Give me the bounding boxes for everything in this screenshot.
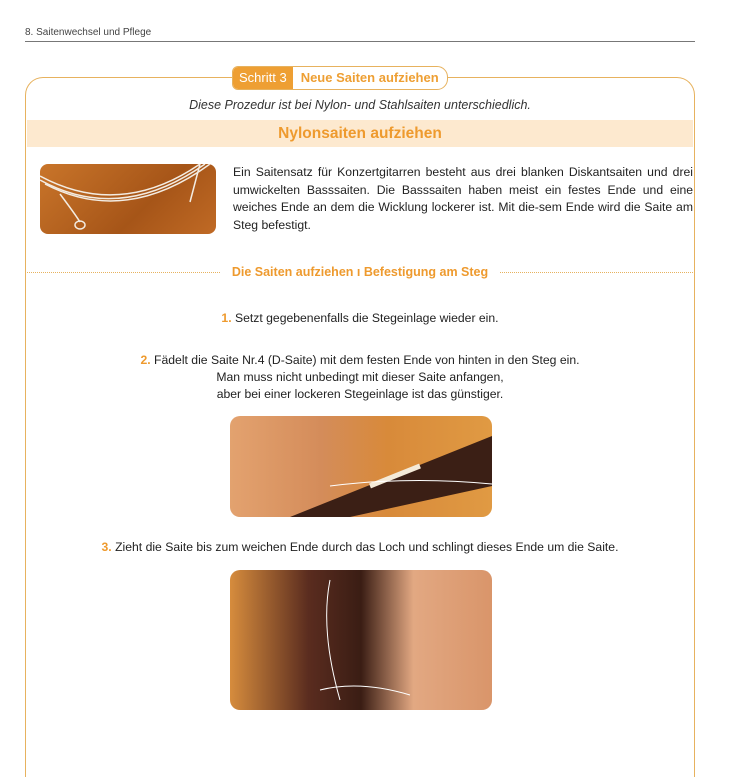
step-title: Neue Saiten aufziehen bbox=[300, 70, 439, 85]
intro-paragraph: Ein Saitensatz für Konzertgitarren besteht aus drei blanken Diskantsaiten und drei umwickelten Basssaiten. Die Basssaiten haben meist ein festes Ende und eine weiches Ende an dem die Wicklung lockerer ist. Mit die-sem Ende wird die Saite am Steg befestigt. bbox=[233, 165, 693, 232]
step-3-text: Zieht die Saite bis zum weichen Ende durch das Loch und schlingt dieses Ende um die Saite. bbox=[115, 540, 619, 554]
step-2-number: 2. bbox=[140, 353, 151, 367]
bridge-threading-photo bbox=[230, 416, 492, 517]
string-loop-photo bbox=[230, 570, 492, 710]
subtitle: Diese Prozedur ist bei Nylon- und Stahlsaiten unterschiedlich. bbox=[189, 98, 531, 112]
step-2-line3: aber bei einer lockeren Stegeinlage ist das günstiger. bbox=[216, 387, 504, 401]
step-number: Schritt 3 bbox=[233, 67, 293, 89]
step-2-text: Fädelt die Saite Nr.4 (D-Saite) mit dem festen Ende von hinten in den Steg ein. bbox=[154, 353, 580, 367]
divider-title: Die Saiten aufziehen ı Befestigung am Steg bbox=[231, 265, 489, 279]
step-1-text: Setzt gegebenenfalls die Stegeinlage wieder ein. bbox=[234, 311, 499, 325]
step-3-number: 3. bbox=[101, 540, 112, 554]
step-1-number: 1. bbox=[221, 311, 232, 325]
nylon-strings-photo bbox=[40, 164, 216, 234]
header-rule bbox=[25, 41, 695, 42]
step-2-line2: Man muss nicht unbedingt mit dieser Saite anfangen, bbox=[216, 370, 504, 384]
step-1 bbox=[25, 310, 695, 327]
step-2 bbox=[25, 352, 695, 403]
step-3 bbox=[25, 539, 695, 556]
section-divider bbox=[27, 265, 693, 279]
section-title: Nylonsaiten aufziehen bbox=[27, 120, 693, 147]
step-badge bbox=[232, 66, 448, 90]
chapter-header: 8. Saitenwechsel und Pflege bbox=[25, 27, 152, 38]
